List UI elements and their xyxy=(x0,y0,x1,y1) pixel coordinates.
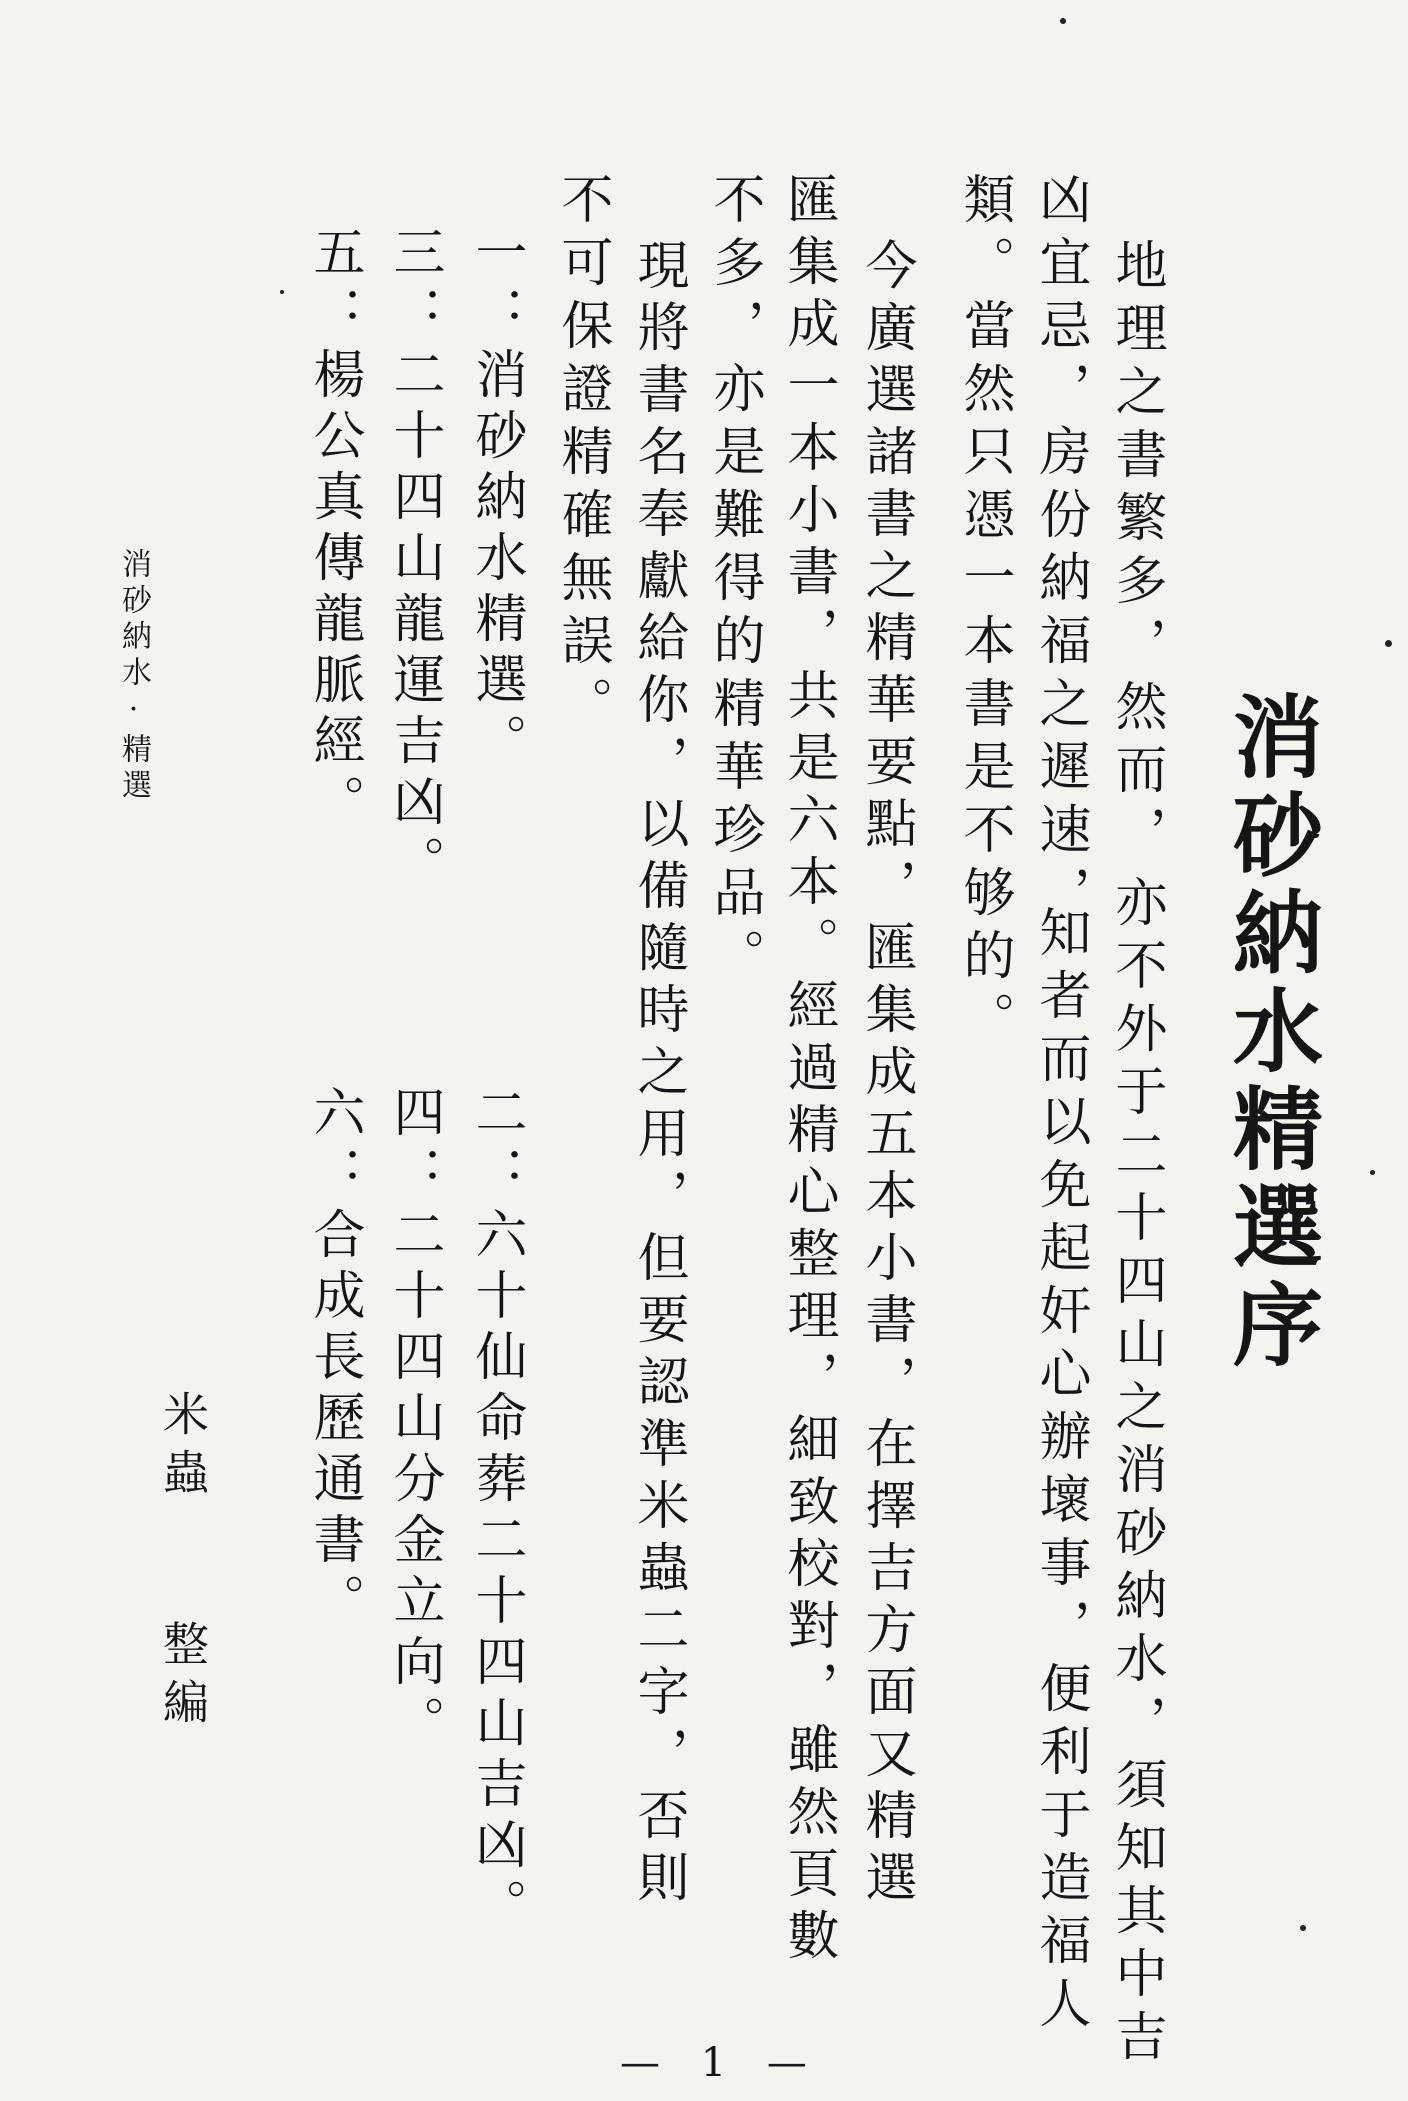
scan-speck xyxy=(1385,640,1392,647)
body-line-5: 匯集成一本小書，共是六本。經過精心整理，細致校對，雖然頁數 xyxy=(778,172,838,1970)
list-item-6: 六：合成長歷通書。 xyxy=(304,1085,364,1634)
body-line-8: 不可保證精確無誤。 xyxy=(552,172,612,739)
list-item-3: 三：二十四山龍運吉凶。 xyxy=(384,225,444,896)
editor-role: 整編 xyxy=(156,1620,210,1736)
scan-speck xyxy=(1060,18,1066,24)
body-line-1a: 地理之書繁多，然而， xyxy=(1106,238,1166,868)
body-line-1b: 亦不外于二十四山之消砂納水，須知其中吉 xyxy=(1106,875,1166,2072)
list-item-4: 四：二十四山分金立向。 xyxy=(384,1085,444,1756)
page-title: 消砂納水精選序 xyxy=(1217,690,1323,1376)
body-line-2a: 凶宜忌，房份納福之遲速， xyxy=(1030,172,1090,928)
body-line-6: 不多，亦是難得的精華珍品。 xyxy=(704,172,764,991)
page-number: — 1 — xyxy=(620,2040,821,2086)
scan-speck xyxy=(280,290,284,294)
body-line-7: 現將書名奉獻給你，以備隨時之用，但要認準米蟲二字，否則 xyxy=(628,238,688,1912)
body-line-2b: 知者而以免起奸心辦壞事，便利于造福人 xyxy=(1030,905,1090,2039)
list-item-2: 二：六十仙命葬二十四山吉凶。 xyxy=(466,1085,526,1939)
body-line-3: 類。當然只憑一本書是不够的。 xyxy=(954,172,1014,1054)
scan-speck xyxy=(1370,1170,1375,1175)
list-item-5: 五：楊公真傳龍脈經。 xyxy=(304,225,364,835)
author-name: 米蟲 xyxy=(156,1390,210,1506)
list-item-1: 一：消砂納水精選。 xyxy=(466,225,526,774)
side-label: 消砂納水·精選 xyxy=(116,548,151,805)
body-line-4: 今廣選諸書之精華要點，匯集成五本小書，在擇吉方面又精選 xyxy=(856,238,916,1912)
scan-speck xyxy=(1300,1925,1306,1931)
